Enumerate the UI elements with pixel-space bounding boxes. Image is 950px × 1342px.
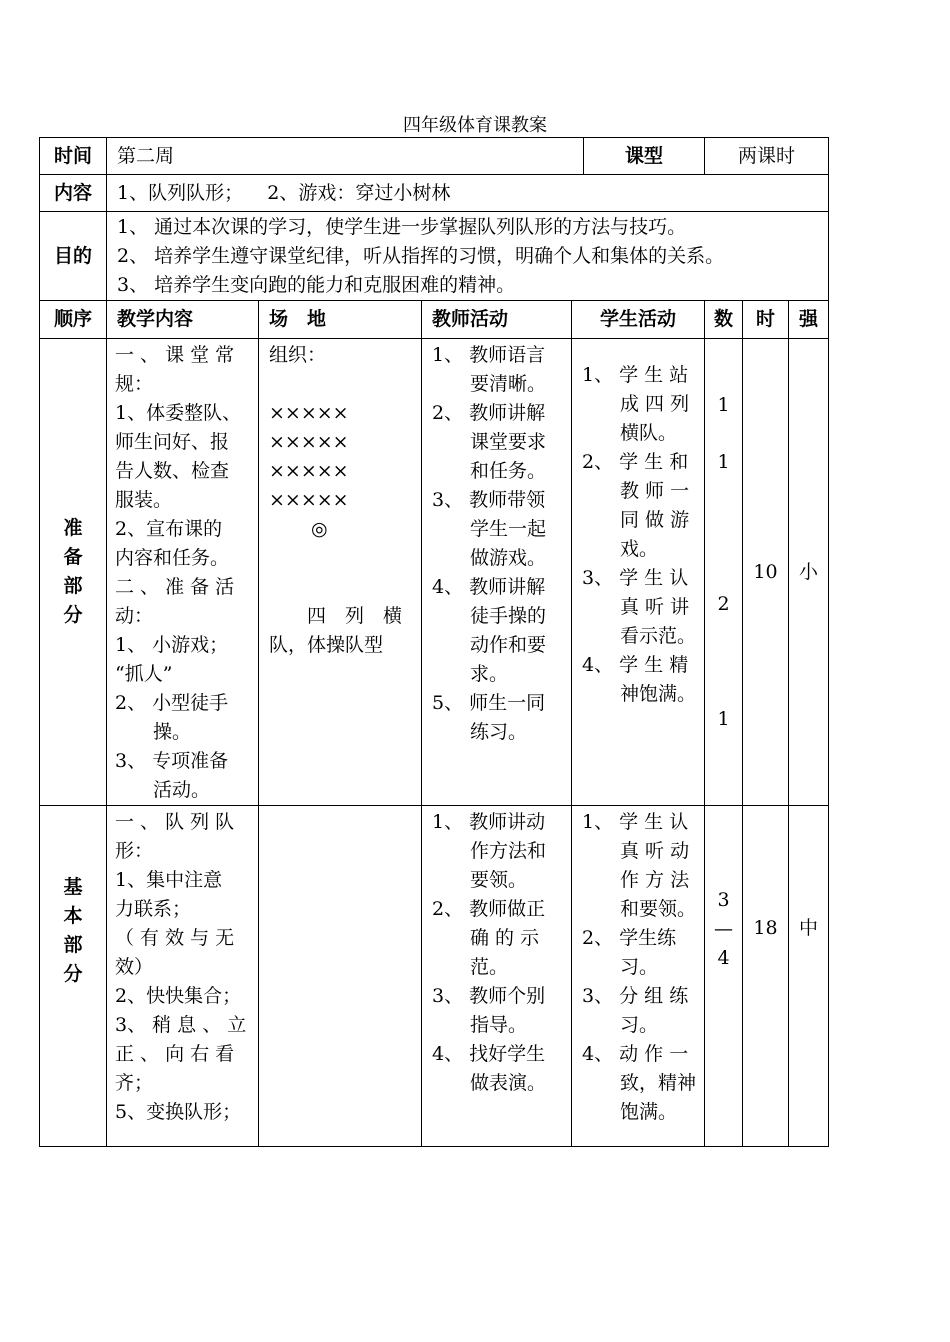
content-line: 师生问好、报 [115,431,230,453]
teacher-line: 要领。 [432,869,528,891]
content-line: 二 、 准 备 活 [115,576,235,598]
content-line: 动： [115,605,154,627]
header-teacher: 教师活动 [422,301,572,339]
teacher-line: 做游戏。 [432,547,547,569]
prep-teacher [422,339,572,806]
content-line: 5、变换队形； [115,1101,242,1123]
content-line: 2、宣布课的 [115,518,223,540]
basic-time-value: 18 [753,917,778,939]
content-line: 规： [115,373,154,395]
teacher-line: 和任务。 [432,460,547,482]
teacher-line: 作方法和 [432,840,547,862]
prep-intensity: 小 [789,339,829,806]
content-line: 形： [115,840,154,862]
basic-intensity [789,806,829,1147]
value-lesson-type: 两课时 [705,138,829,175]
header-count: 数 [705,301,743,339]
page-title: 四年级体育课教案 [403,115,547,136]
content-line: 2、快快集合； [115,985,242,1007]
label-goal: 目的 [40,212,107,301]
column-header-row [40,301,829,339]
venue-note: 四 列 横 [269,605,403,627]
goal-line: 2、 培养学生遵守课堂纪律，听从指挥的习惯，明确个人和集体的关系。 [117,245,725,267]
goal-lines [107,212,829,301]
section-char: 部 [63,575,83,597]
prep-venue [259,339,422,806]
formation-row: ××××× [269,431,349,453]
label-time: 时间 [40,138,107,175]
header-intensity: 强 [789,301,829,339]
teacher-line: 练习。 [432,721,528,743]
goal-line: 1、 通过本次课的学习，使学生进一步掌握队列队形的方法与技巧。 [117,216,687,238]
content-line: “抓人” [115,663,173,685]
student-line: 真 听 动 [582,840,690,862]
teacher-line: 4、 教师讲解 [432,576,546,598]
teacher-line: 求。 [432,663,509,685]
section-char: 基 [63,876,83,898]
content-line: 内容和任务。 [115,547,230,569]
goal-line: 3、 培养学生变向跑的能力和克服困难的精神。 [117,274,516,296]
teacher-line: 2、 教师讲解 [432,402,546,424]
content-line: 1、集中注意 [115,869,223,891]
content-line: 服装。 [115,489,173,511]
content-line: 操。 [115,721,192,743]
teacher-line: 确 的 示 [432,927,540,949]
teacher-line: 指导。 [432,1014,528,1036]
content-line: 齐； [115,1072,154,1094]
section-char: 准 [63,517,83,539]
formation-row: ××××× [269,489,349,511]
student-line: 2、 学 生 和 [582,451,689,473]
count-value: 1 [717,394,730,416]
teacher-line: 要清晰。 [432,373,547,395]
content-line: （ 有 效 与 无 [115,927,235,949]
student-line: 饱满。 [582,1101,678,1123]
basic-teacher [422,806,572,1147]
header-student: 学生活动 [572,301,705,339]
content-line: 一 、 队 列 队 [115,811,235,833]
prep-content [107,339,259,806]
teacher-line: 做表演。 [432,1072,547,1094]
section-basic [40,806,107,1147]
teacher-line: 5、 师生一同 [432,692,546,714]
teacher-line: 4、 找好学生 [432,1043,546,1065]
student-line: 1、 学 生 站 [582,364,689,386]
content-line: 1、体委整队、 [115,402,242,424]
row-prep [40,339,829,806]
lesson-plan-table [39,137,829,1147]
student-line: 习。 [582,1014,659,1036]
formation-row: ××××× [269,402,349,424]
count-value: 1 [717,708,730,730]
teacher-line: 1、 教师讲动 [432,811,546,833]
prep-time: 10 [743,339,789,806]
content-line: 1、 小游戏； [115,634,229,656]
teacher-line: 课堂要求 [432,431,547,453]
student-line: 致，精神 [582,1072,697,1094]
content-line: 2、 小型徒手 [115,692,229,714]
student-line: 4、 动 作 一 [582,1043,689,1065]
row-basic [40,806,829,1147]
student-line: 戏。 [582,538,659,560]
student-line: 神饱满。 [582,683,697,705]
row-time [40,138,829,175]
student-line: 成 四 列 [582,393,690,415]
student-line: 1、 学 生 认 [582,811,689,833]
teacher-position-mark: ◎ [311,518,328,540]
student-line: 真 听 讲 [582,596,690,618]
teacher-line: 2、 教师做正 [432,898,546,920]
student-line: 和要领。 [582,898,697,920]
teacher-line: 1、 教师语言 [432,344,546,366]
student-line: 作 方 法 [582,869,690,891]
header-venue: 场 地 [259,301,422,339]
basic-intensity-value: 中 [799,917,819,939]
basic-count [705,806,743,1147]
formation-row: ××××× [269,460,349,482]
count-value: 3 [717,889,730,911]
row-content [40,175,829,212]
value-week: 第二周 [107,138,584,175]
header-order: 顺序 [40,301,107,339]
student-line: 横队。 [582,422,678,444]
prep-student [572,339,705,806]
content-line: 3、 稍 息 、 立 [115,1014,247,1036]
content-line: 效） [115,956,154,978]
content-line: 力联系； [115,898,192,920]
basic-student [572,806,705,1147]
teacher-line: 学生一起 [432,518,547,540]
student-line: 2、 学生练 [582,927,677,949]
venue-note: 队，体操队型 [269,634,384,656]
student-line: 3、 分 组 练 [582,985,689,1007]
label-lesson-type: 课型 [584,138,705,175]
content-line: 正 、 向 右 看 [115,1043,235,1065]
teacher-line: 动作和要 [432,634,547,656]
count-value: 4 [717,947,730,969]
header-time: 时 [743,301,789,339]
section-char: 本 [63,905,83,927]
teacher-line: 3、 教师带领 [432,489,546,511]
count-value: 2 [717,593,730,615]
section-char: 分 [63,963,83,985]
content-line: 活动。 [115,779,211,801]
count-value: 1 [717,451,730,473]
count-value: — [714,918,734,940]
content-line: 告人数、检查 [115,460,230,482]
student-line: 3、 学 生 认 [582,567,689,589]
value-content: 1、队列队形； 2、游戏：穿过小树林 [107,175,829,212]
row-goal [40,212,829,301]
content-line: 3、 专项准备 [115,750,229,772]
section-prep [40,339,107,806]
label-content: 内容 [40,175,107,212]
student-line: 4、 学 生 精 [582,654,689,676]
student-line: 同 做 游 [582,509,690,531]
teacher-line: 范。 [432,956,509,978]
basic-venue [259,806,422,1147]
content-line: 一 、 课 堂 常 [115,344,235,366]
teacher-line: 3、 教师个别 [432,985,546,1007]
section-char: 备 [63,546,83,568]
student-line: 教 师 一 [582,480,690,502]
header-content: 教学内容 [107,301,259,339]
student-line: 看示范。 [582,625,697,647]
section-char: 分 [63,604,83,626]
prep-count [705,339,743,806]
student-line: 习。 [582,956,659,978]
basic-time [743,806,789,1147]
teacher-line: 徒手操的 [432,605,547,627]
section-char: 部 [63,934,83,956]
basic-content [107,806,259,1147]
venue-label: 组织： [269,344,327,366]
